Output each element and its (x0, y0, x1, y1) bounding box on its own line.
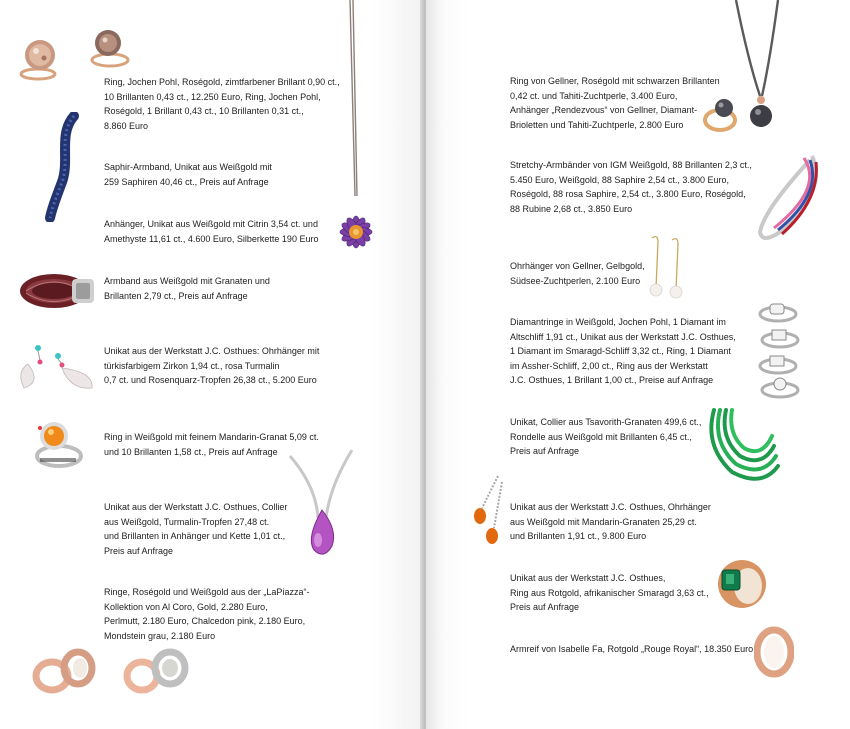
caption-ring-pohl: Ring, Jochen Pohl, Roségold, zimtfarbener Brillant 0,90 ct., 10 Brillanten 0,43 ct., 12.250 Euro, Ring, Jochen Pohl, Roségold, 1 Brillant 0,43 ct., 10 Brillanten 0,31 ct., 8.860 Euro (104, 77, 340, 131)
mandarin-garnet-earrings-image (470, 472, 510, 550)
caption-armband-granaten: Armband aus Weißgold mit Granaten und Brillanten 2,79 ct., Preis auf Anfrage (104, 276, 270, 301)
caption-ohrhaenger-zirkon: Unikat aus der Werkstatt J.C. Osthues: Ohrhänger mit türkisfarbigem Zirkon 1,94 ct., rosa Turmalin 0,7 ct. und Rosenquarz-Tropfen 26,38 ct., 5.200 Euro (104, 346, 320, 386)
caption-ring-smaragd: Unikat aus der Werkstatt J.C. Osthues, Ring aus Rotgold, afrikanischer Smaragd 3,63 ct., Preis auf Anfrage (510, 573, 709, 613)
caption-collier-tsavorith: Unikat, Collier aus Tsavorith-Granaten 499,6 ct., Rondelle aus Weißgold mit Brillanten 6,45 ct., Preis auf Anfrage (510, 417, 702, 457)
caption-armreif-isabelle: Armreif von Isabelle Fa, Rotgold „Rouge Royal“, 18.350 Euro (510, 644, 754, 654)
sapphire-bracelet-image (44, 112, 88, 222)
tsavorite-necklace-image (704, 406, 784, 488)
diamond-rings-image (752, 296, 808, 404)
mandarin-garnet-ring-image (26, 416, 92, 472)
caption-stretchy-armbaender: Stretchy-Armbänder von IGM Weißgold, 88 Brillanten 2,3 ct., 5.450 Euro, Weißgold, 88 Saphire 2,54 ct., 3.800 Euro, Roségold, 88 rosa Saphire, 2,54 ct., 3.800 Euro, Roségold, 88 Rubine 2,68 ct., 3.850 Euro (510, 160, 752, 214)
left-page (0, 0, 424, 729)
caption-ohrhaenger-mandarin: Unikat aus der Werkstatt J.C. Osthues, Ohrhänger aus Weißgold mit Mandarin-Granaten 25,29 ct. und Brillanten 1,91 ct., 9.800 Euro (510, 502, 711, 542)
lapiazza-rings-image (30, 640, 200, 696)
caption-anhaenger-citrin: Anhänger, Unikat aus Weißgold mit Citrin 3,54 ct. und Amethyste 11,61 ct., 4.600 Euro, Silberkette 190 Euro (104, 219, 319, 244)
rouge-royal-bangle-image (754, 626, 794, 678)
emerald-ring-image (712, 556, 772, 612)
garnet-bracelet-image (16, 268, 102, 314)
caption-saphir-armband: Saphir-Armband, Unikat aus Weißgold mit 259 Saphiren 40,46 ct., Preis auf Anfrage (104, 162, 272, 187)
tourmaline-drop-pendant-image (286, 446, 356, 562)
stretchy-bracelets-image (752, 150, 824, 242)
south-sea-pearl-earrings-image (644, 234, 688, 300)
rose-quartz-earrings-image (18, 342, 100, 394)
caption-ring-mandarin: Ring in Weißgold mit feinem Mandarin-Granat 5,09 ct. und 10 Brillanten 1,58 ct., Preis auf Anfrage (104, 432, 319, 457)
caption-collier-turmalin: Unikat aus der Werkstatt J.C. Osthues, Collier aus Weißgold, Turmalin-Tropfen 27,48 ct. und Brillanten in Anhänger und Kette 1,01 ct., Preis auf Anfrage (104, 502, 288, 556)
right-page (426, 0, 850, 729)
caption-ringe-lapiazza: Ringe, Roségold und Weißgold aus der „LaPiazza“- Kollektion von Al Coro, Gold, 2.280 Euro, Perlmutt, 2.180 Euro, Chalcedon pink, 2.180 Euro, Mondstein grau, 2.180 Euro (104, 587, 310, 641)
caption-diamantringe: Diamantringe in Weißgold, Jochen Pohl, 1 Diamant im Altschliff 1,91 ct., Unikat aus der Werkstatt J.C. Osthues, 1 Diamant im Smaragd-Schliff 3,32 ct., Ring, 1 Diamant im Assher-Schliff, 2,00 ct., Ring aus der Werkstatt J.C. Osthues, 1 Brillant 1,00 ct., Preise auf Anfrage (510, 317, 736, 386)
caption-ohrhaenger-gellner: Ohrhänger von Gellner, Gelbgold, Südsee-Zuchtperlen, 2.100 Euro (510, 261, 645, 286)
caption-ring-gellner: Ring von Gellner, Roségold mit schwarzen Brillanten 0,42 ct. und Tahiti-Zuchtperle, 3.400 Euro, Anhänger „Rendezvous“ von Gellner, Diamant- Brioletten und Tahiti-Zuchtperle, 2.800 Euro (510, 76, 720, 130)
